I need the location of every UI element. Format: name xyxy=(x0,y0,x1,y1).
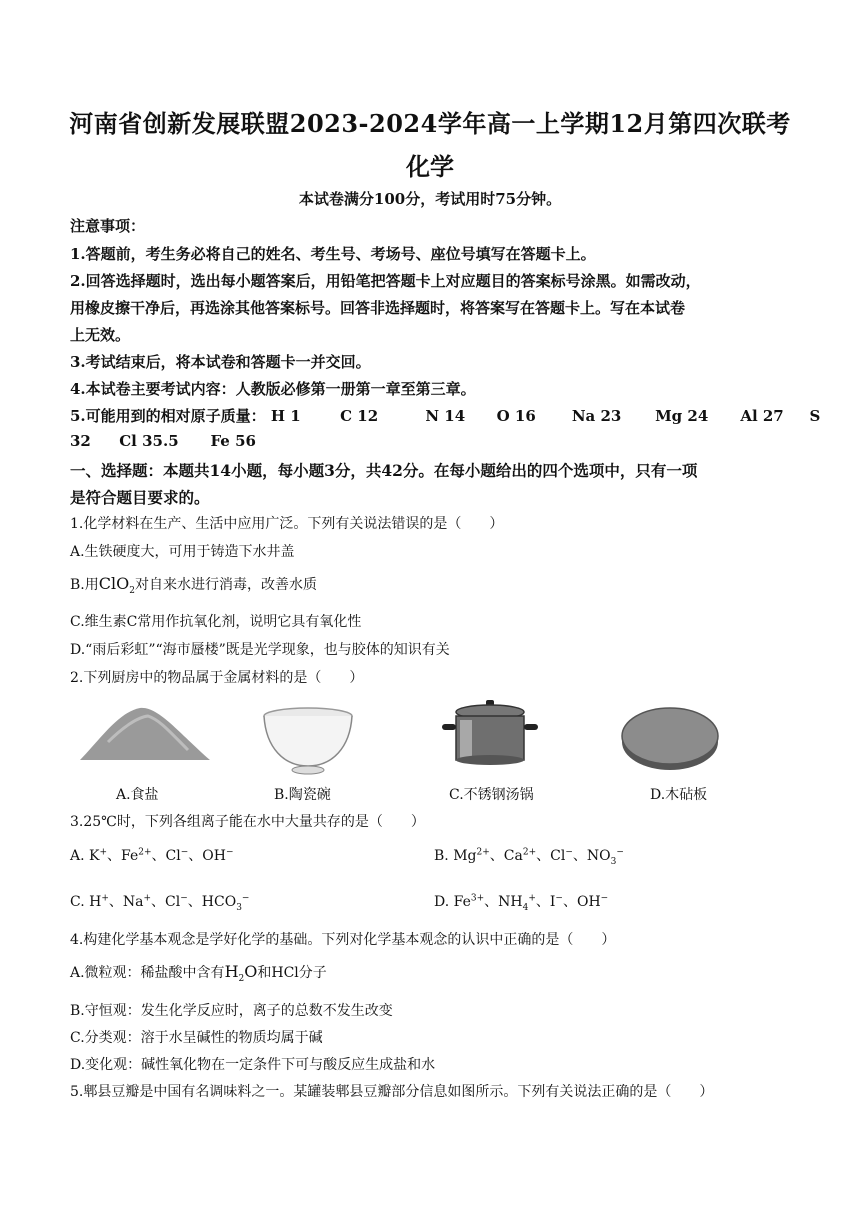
formula-h2o: $H_2O$ xyxy=(224,962,258,985)
question-4-option-b: B.守恒观：发生化学反应时，离子的总数不发生改变 xyxy=(70,1003,393,1019)
notice-item-2b: 用橡皮擦干净后，再选涂其他答案标号。回答非选择题时，将答案写在答题卡上。写在本试卷 xyxy=(70,299,686,317)
question-5-stem: 5.郫县豆瓣是中国有名调味料之一。某罐装郫县豆瓣部分信息如图所示。下列有关说法正确的是（ ） xyxy=(70,1084,714,1100)
question-4-option-d: D.变化观：碱性氧化物在一定条件下可与酸反应生成盐和水 xyxy=(70,1057,436,1073)
question-1-option-a: A.生铁硬度大，可用于铸造下水井盖 xyxy=(70,544,295,560)
salt-image xyxy=(78,702,212,762)
notice-item-5 xyxy=(70,405,820,426)
atom-mass: C 12 xyxy=(340,407,379,425)
notice-item-5-cont xyxy=(70,432,256,450)
notice-item-1: 1.答题前，考生务必将自己的姓名、考生号、考场号、座位号填写在答题卡上。 xyxy=(70,245,596,263)
exam-info: 本试卷满分100分，考试用时75分钟。 xyxy=(298,190,562,208)
atom-mass: 32 xyxy=(70,432,91,450)
notice-item-2a: 2.回答选择题时，选出每小题答案后，用铅笔把答题卡上对应题目的答案标号涂黑。如需改动， xyxy=(70,272,701,290)
notice-item-2c: 上无效。 xyxy=(70,326,131,344)
atom-mass: Mg 24 xyxy=(655,407,709,425)
section-heading: 一、选择题：本题共14小题，每小题3分，共42分。在每小题给出的四个选项中，只有一项 xyxy=(70,461,698,480)
question-2-stem: 2.下列厨房中的物品属于金属材料的是（ ） xyxy=(70,670,364,686)
atom-mass: H 1 xyxy=(270,407,301,425)
notice-item-3: 3.考试结束后，将本试卷和答题卡一并交回。 xyxy=(70,353,371,371)
q2-caption-d: D.木砧板 xyxy=(650,787,708,803)
wooden-board-image xyxy=(620,706,720,772)
notice-heading: 注意事项： xyxy=(70,217,146,235)
atoms-prefix: 5.可能用到的相对原子质量： xyxy=(70,407,266,425)
question-3-option-c: C. H+、Na+、Cl−、$HCO_3^-$ xyxy=(70,893,250,913)
q2-caption-c: C.不锈钢汤锅 xyxy=(449,787,534,803)
atom-mass: N 14 xyxy=(425,407,466,425)
atom-mass: Al 27 xyxy=(740,407,784,425)
question-1-option-b: B.用ClO$_2$对自来水进行消毒，改善水质 xyxy=(70,574,317,597)
q2-caption-a: A.食盐 xyxy=(116,787,159,803)
question-3-option-b: B. $Mg^{2+}$、$Ca^{2+}$、Cl−、$NO_3^-$ xyxy=(434,847,624,867)
question-4-option-c: C.分类观：溶于水呈碱性的物质均属于碱 xyxy=(70,1030,323,1046)
ceramic-bowl-image xyxy=(260,706,356,776)
question-3-option-d: D. $Fe^{3+}$、$NH_4^+$、I−、OH− xyxy=(434,893,609,913)
atom-mass: Na 23 xyxy=(571,407,622,425)
exam-title: 河南省创新发展联盟2023-2024学年高一上学期12月第四次联考 xyxy=(69,109,791,138)
atom-mass: S xyxy=(809,407,821,425)
atom-mass: Fe 56 xyxy=(210,432,256,450)
question-1-option-d: D.“雨后彩虹”“海市蜃楼”既是光学现象，也与胶体的知识有关 xyxy=(70,642,450,658)
notice-item-4: 4.本试卷主要考试内容：人教版必修第一册第一章至第三章。 xyxy=(70,380,476,398)
subject-title: 化学 xyxy=(406,152,454,181)
question-4-option-a: A.微粒观：稀盐酸中含有$H_2O$和HCl分子 xyxy=(70,962,327,985)
atom-mass: Cl 35.5 xyxy=(119,432,179,450)
question-3-stem: 3.25℃时，下列各组离子能在水中大量共存的是（ ） xyxy=(70,814,425,830)
q2-caption-b: B.陶瓷碗 xyxy=(274,787,331,803)
section-heading-cont: 是符合题目要求的。 xyxy=(70,488,210,507)
formula-clo2: ClO$_2$ xyxy=(98,574,135,597)
steel-pot-image xyxy=(440,698,540,768)
atom-mass: O 16 xyxy=(496,407,536,425)
question-1-stem: 1.化学材料在生产、生活中应用广泛。下列有关说法错误的是（ ） xyxy=(70,516,504,532)
question-3-option-a: A. K+、$Fe^{2+}$、Cl−、OH− xyxy=(70,847,234,864)
question-1-option-c: C.维生素C常用作抗氧化剂，说明它具有氧化性 xyxy=(70,614,362,630)
question-4-stem: 4.构建化学基本观念是学好化学的基础。下列对化学基本观念的认识中正确的是（ ） xyxy=(70,932,616,948)
